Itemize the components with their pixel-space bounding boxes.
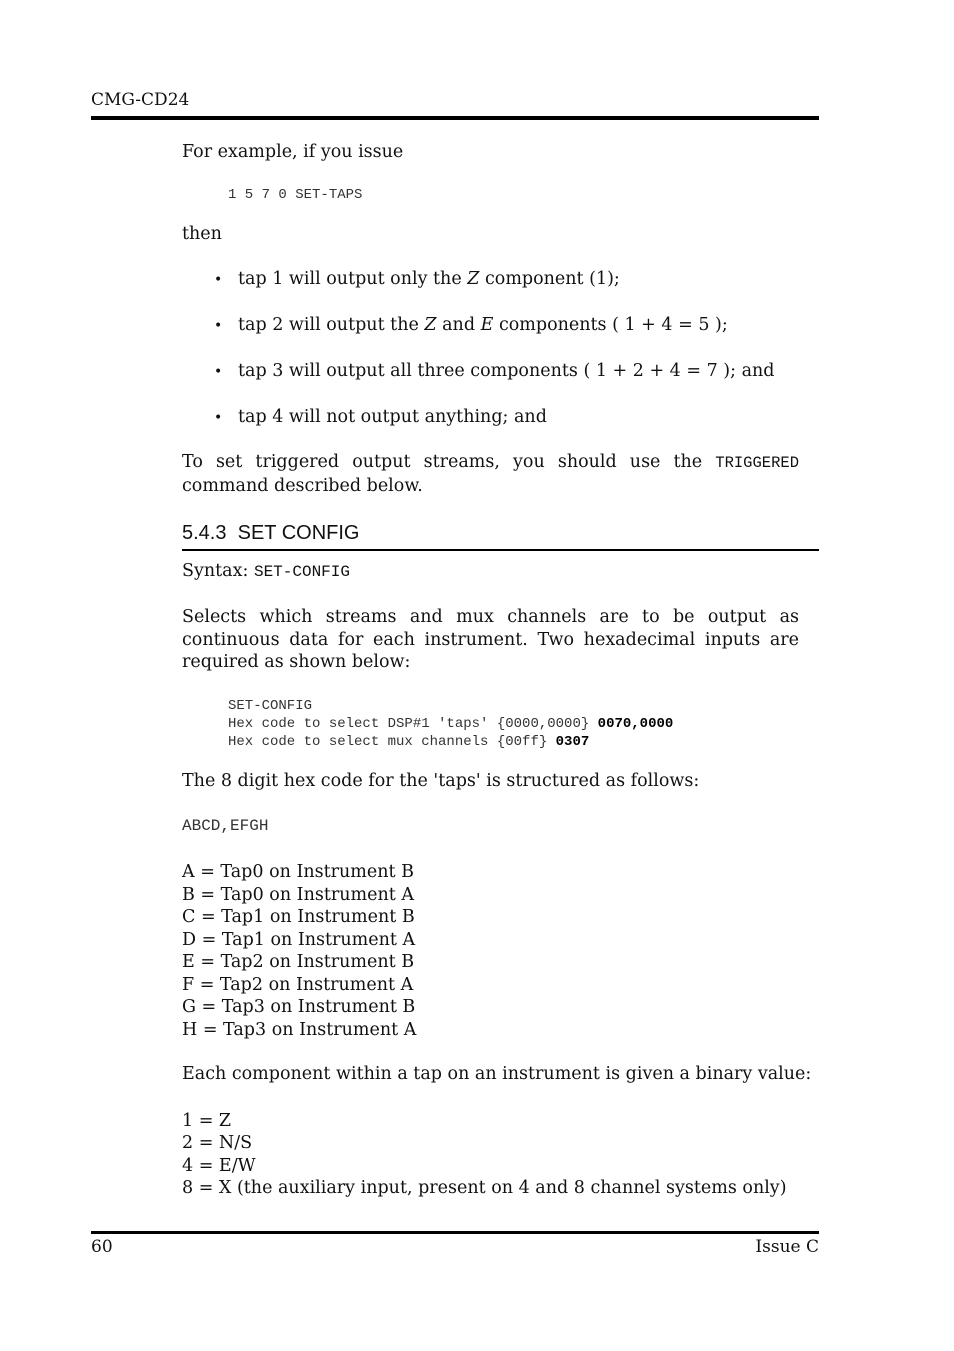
list-item: E = Tap2 on Instrument B: [182, 952, 415, 972]
config-code-line2: Hex code to select DSP#1 'taps' {0000,0000} 0070,0000: [228, 716, 674, 732]
syntax-line: Syntax: SET-CONFIG: [182, 561, 350, 581]
footer-rule: [91, 1231, 819, 1234]
example-code: 1 5 7 0 SET-TAPS: [228, 187, 363, 203]
section-rule: [182, 549, 819, 551]
selects-paragraph-line2: continuous data for each instrument. Two hexadecimal inputs are: [182, 630, 799, 650]
triggered-paragraph-line1: To set triggered output streams, you should use the TRIGGERED: [182, 452, 799, 472]
hex-paragraph: The 8 digit hex code for the 'taps' is structured as follows:: [182, 771, 700, 791]
list-item: 4 = E/W: [182, 1156, 256, 1176]
triggered-command: TRIGGERED: [715, 454, 799, 472]
bullet-marker: •: [214, 272, 223, 288]
bullet-marker: •: [214, 364, 223, 380]
header-rule: [91, 116, 819, 120]
list-item: tap 2 will output the Z and E components ( 1 + 4 = 5 );: [238, 315, 728, 335]
config-code-line3: Hex code to select mux channels {00ff} 0307: [228, 734, 590, 750]
hex-format: ABCD,EFGH: [182, 817, 269, 835]
list-item: B = Tap0 on Instrument A: [182, 885, 414, 905]
list-item: H = Tap3 on Instrument A: [182, 1020, 417, 1040]
syntax-code: SET-CONFIG: [253, 563, 350, 581]
list-item: 1 = Z: [182, 1111, 232, 1131]
config-code-line1: SET-CONFIG: [228, 698, 313, 714]
bullet-marker: •: [214, 410, 223, 426]
list-item: A = Tap0 on Instrument B: [182, 862, 414, 882]
component-paragraph: Each component within a tap on an instrument is given a binary value:: [182, 1064, 812, 1084]
list-item: 2 = N/S: [182, 1133, 253, 1153]
page-number: 60: [91, 1237, 113, 1257]
list-item: tap 1 will output only the Z component (1);: [238, 269, 620, 289]
selects-paragraph-line1: Selects which streams and mux channels are to be output as: [182, 607, 799, 627]
list-item: D = Tap1 on Instrument A: [182, 930, 416, 950]
issue-label: Issue C: [755, 1237, 819, 1257]
list-item: 8 = X (the auxiliary input, present on 4 and 8 channel systems only): [182, 1178, 787, 1198]
then-text: then: [182, 224, 222, 244]
list-item: F = Tap2 on Instrument A: [182, 975, 414, 995]
list-item: tap 4 will not output anything; and: [238, 407, 547, 427]
bullet-marker: •: [214, 318, 223, 334]
triggered-paragraph-line2: command described below.: [182, 476, 423, 496]
mux-value: 0307: [555, 734, 590, 750]
list-item: tap 3 will output all three components ( 1 + 2 + 4 = 7 ); and: [238, 361, 775, 381]
taps-value: 0070,0000: [597, 716, 674, 732]
section-heading: 5.4.3 SET CONFIG: [182, 522, 360, 544]
list-item: C = Tap1 on Instrument B: [182, 907, 415, 927]
list-item: G = Tap3 on Instrument B: [182, 997, 416, 1017]
intro-text: For example, if you issue: [182, 142, 404, 162]
running-header: CMG-CD24: [91, 90, 190, 110]
selects-paragraph-line3: required as shown below:: [182, 652, 411, 672]
